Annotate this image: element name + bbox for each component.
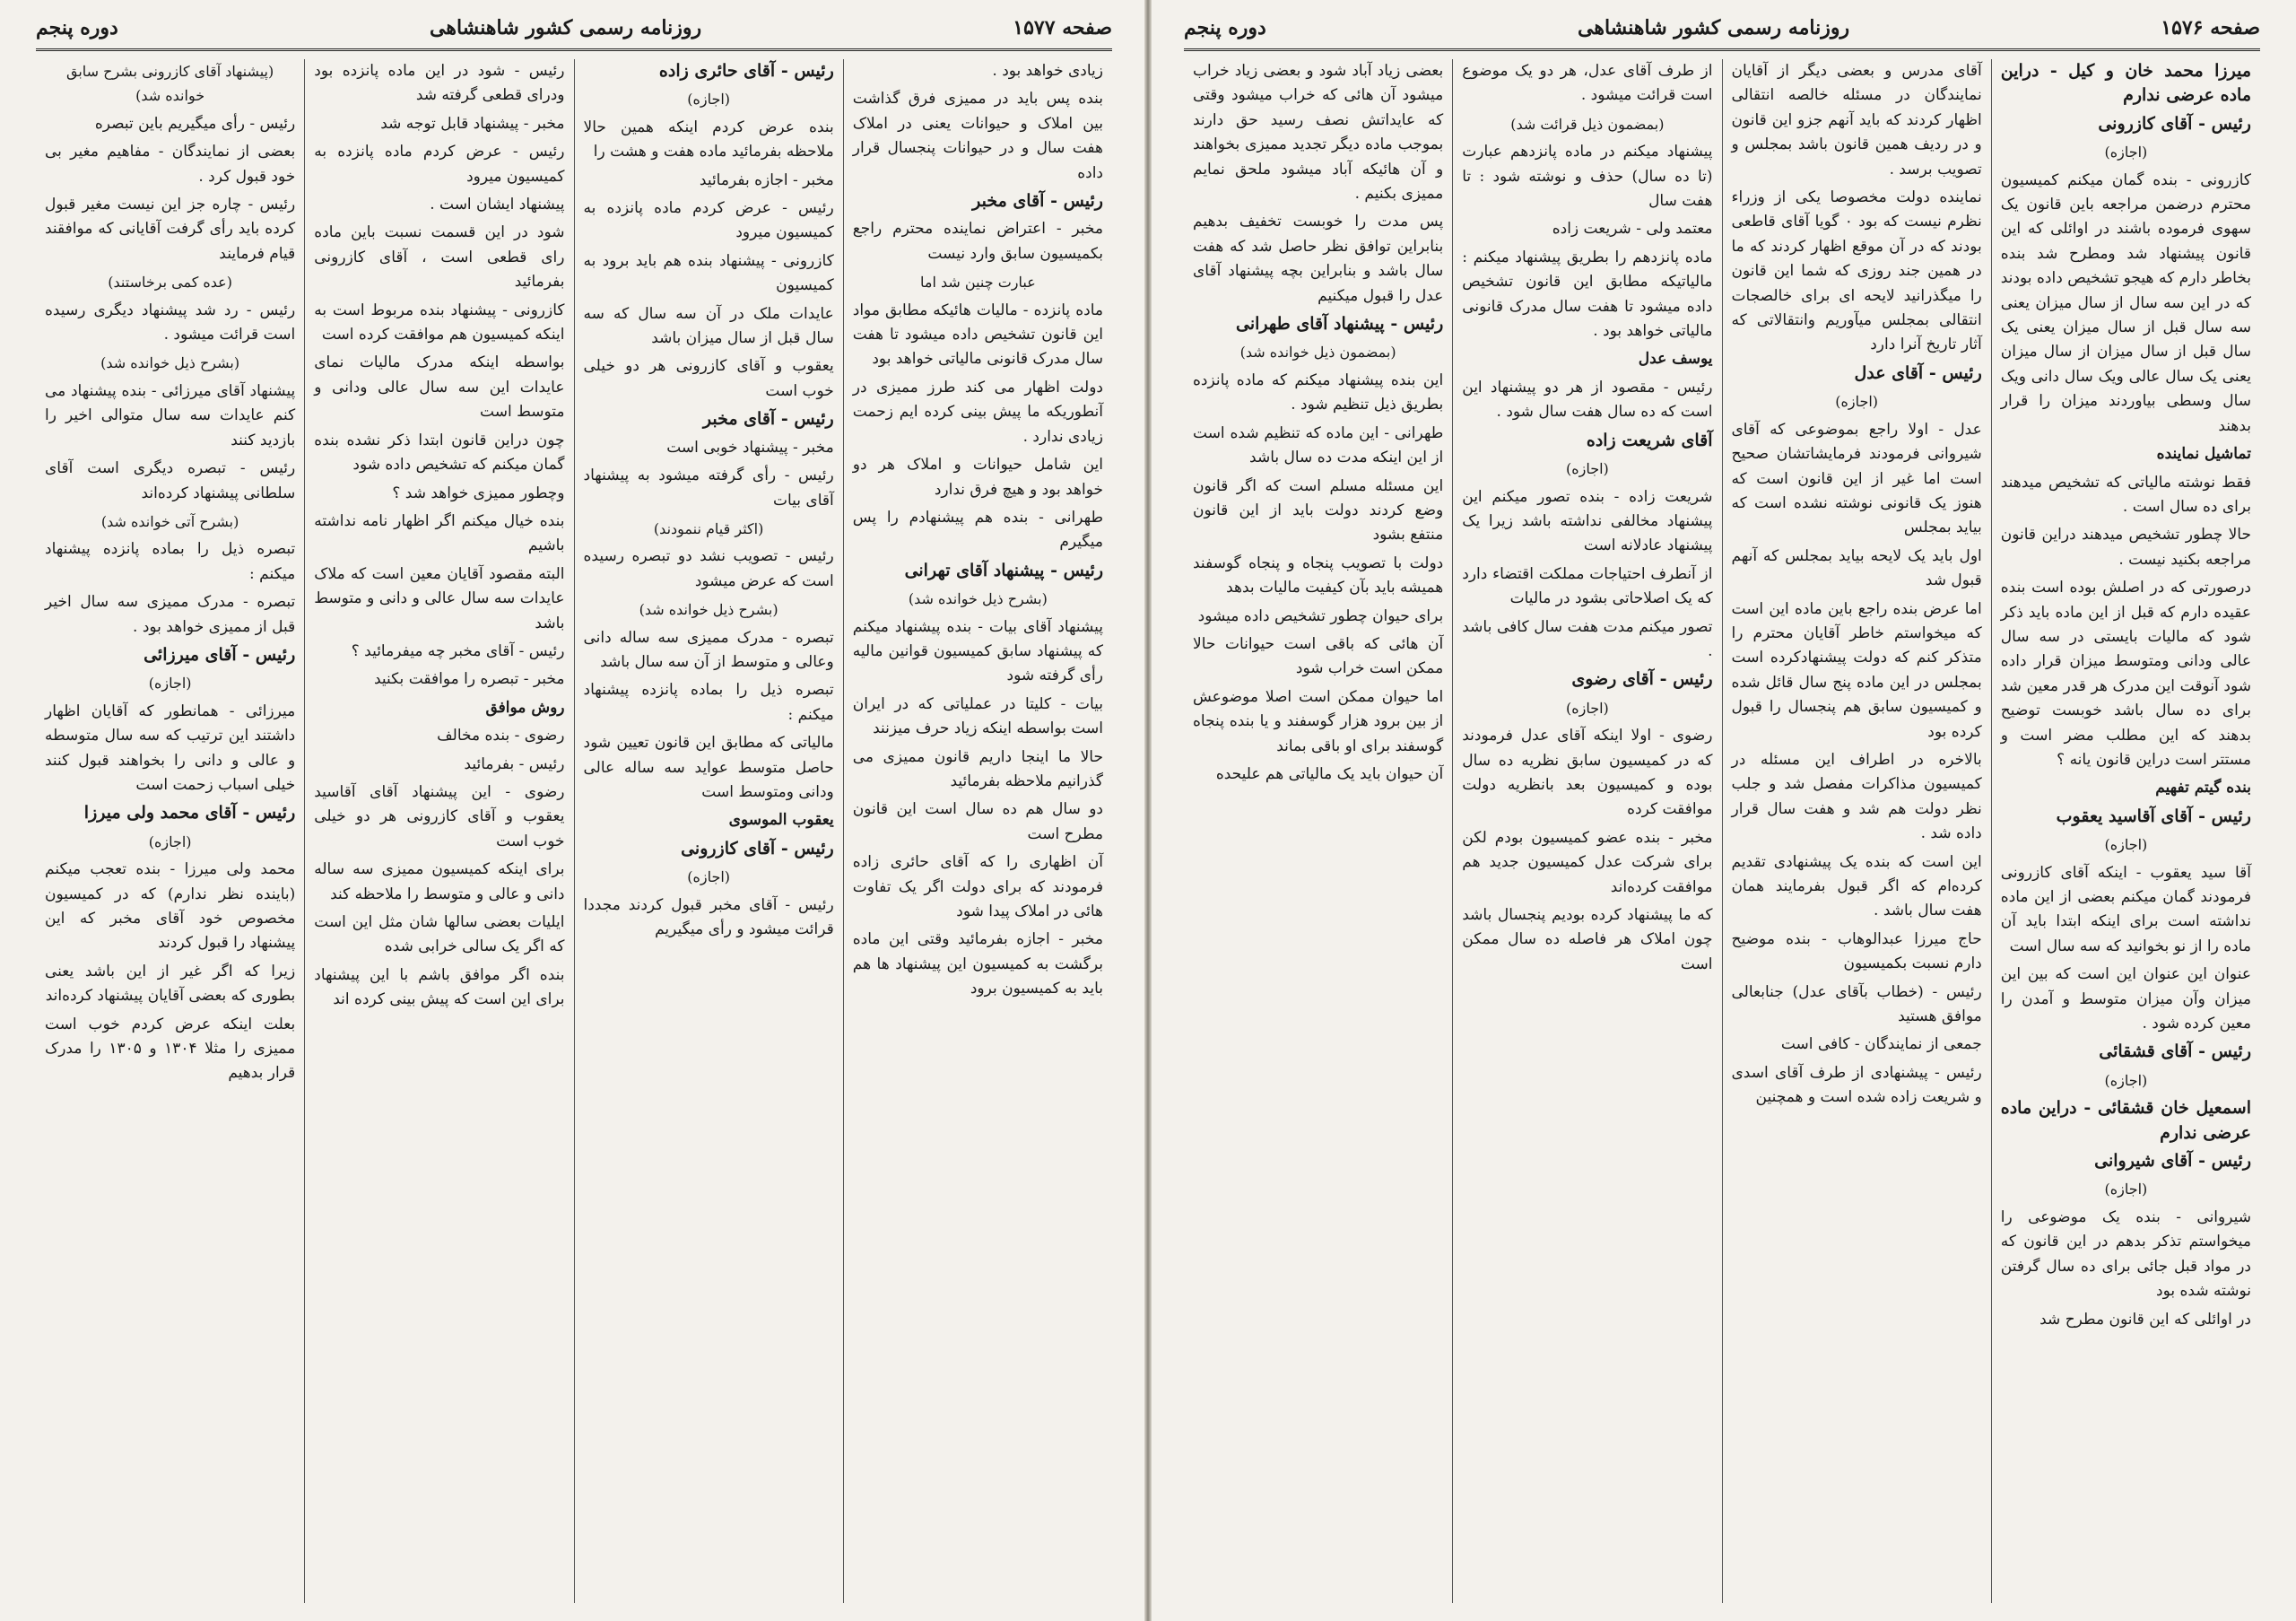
paragraph: آقای مدرس و بعضی دیگر از آقایان نمایندگان در مسئله خالصه انتقالی اظهار کردند که باید آنهم جزو این قانون و در ردیف همین قانون باشد بمجلس و تصویب برسد . [1731, 62, 1982, 179]
paragraph: این است که بنده یک پیشنهادی تقدیم کرده‌ام که اگر قبول بفرمایند همان هفت سال باشد . [1731, 852, 1982, 920]
paragraph: رئیس - رأی میگیریم باین تبصره [94, 114, 296, 133]
paragraph: مخبر - پیشنهاد قابل توجه شد [380, 114, 565, 133]
right-newspaper-name: روزنامه رسمی کشور شاهنشاهی [1578, 16, 1850, 39]
paragraph: رئیس - تصویب نشد دو تبصره رسیده است که عرض میشود [583, 547, 834, 590]
procedural-note: (بمضمون ذیل قرائت شد) [1510, 115, 1665, 133]
speaker-line: میرزا محمد خان و کیل - دراین ماده عرضی ندارم [2000, 61, 2251, 106]
left-page-header [36, 13, 1112, 43]
procedural-note: (اجازه) [1835, 393, 1879, 411]
paragraph: معتمد ولی - شریعت زاده [1552, 220, 1713, 239]
paragraph: شریعت زاده - بنده تصور میکنم این پیشنهاد مخالفی نداشته باشد زیرا یک پیشنهاد عادلانه است [1462, 487, 1713, 555]
paragraph: دولت اظهار می کند طرز ممیزی در آنطوریکه ما پیش بینی کرده ایم زحمت زیادی ندارد . [852, 378, 1103, 446]
paragraph: عدل - اولا راجع بموضوعی که آقای شیروانی فرمودند فرمایشاتشان صحیح است اما غیر از این قانون است که هنوز یک قانونی نوشته نشده است که بیاید بمجلس [1731, 420, 1982, 537]
paragraph: پیشنهاد آقای بیات - بنده پیشنهاد میکنم که پیشنهاد سابق کمیسیون قوانین مالیه رأی گرفته شود [852, 617, 1103, 685]
paragraph: اما حیوان ممکن است اصلا موضوعش از بین برود هزار گوسفند و یا بنده پنجاه گوسفند برای او باقی بماند [1193, 687, 1444, 755]
paragraph: یوسف عدل [1638, 350, 1713, 369]
procedural-note: عبارت چنین شد اما [920, 274, 1036, 292]
paragraph: محمد ولی میرزا - بنده تعجب میکنم (باینده نظر ندارم) که در کمیسیون مخصوص خود آقای مخبر که این پیشنهاد را قبول کردند [45, 860, 296, 953]
paragraph: کازرونی - بنده گمان میکنم کمیسیون محترم درضمن مراجعه باین قانون یک سهوی فرموده باشند در اوائلی که این قانون پیشنهاد شد ومطرح شد بنده بخاطر دارم که هیجو تشخیص داده بودند که در این سه سال از سال میزان یعنی سه سال قبل از سال میزان یعنی یک سال قبل از سال میزان از سال میزان یعنی یک سال عالی ویک سال دانی ویک سال وسطی بیاوردند میزان را قرار بدهند [2000, 170, 2251, 435]
paragraph: وچطور ممیزی خواهد شد ؟ [392, 484, 565, 502]
paragraph: رضوی - اولا اینکه آقای عدل فرمودند که در کمیسیون سابق نظریه ده سال بوده و کمیسیون بعد بانظریه دولت موافقت کرده [1462, 727, 1713, 819]
paragraph: این شامل حیوانات و املاک هر دو خواهد بود و هیچ فرق ندارد [852, 456, 1103, 499]
procedural-note: (پیشنهاد آقای کازرونی بشرح سابق خوانده شد) [65, 63, 274, 105]
paragraph: آن حیوان باید یک مالیاتی هم علیحده [1215, 764, 1444, 783]
paragraph: فقط نوشته مالیاتی که تشخیص میدهند برای ده سال است . [2000, 473, 2251, 516]
paragraph: دولت با تصویب پنجاه و پنجاه گوسفند همیشه باید بآن کیفیت مالیات بدهد [1193, 553, 1444, 597]
paragraph: تماشیل نماینده [2156, 445, 2251, 464]
column [1991, 59, 2260, 1603]
speaker-line: رئیس - آقای مخبر [972, 191, 1103, 212]
speaker-line: رئیس - آقای قشقائی [2099, 1041, 2251, 1062]
paragraph: تبصره - مدرک ممیزی سه ساله دانی وعالی و متوسط از آن سه سال باشد [583, 628, 834, 671]
paragraph: طهرانی - این ماده که تنظیم شده است از این اینکه مدت ده سال باشد [1193, 423, 1444, 467]
paragraph: رئیس - عرض کردم ماده پانزده به کمیسیون میرود [583, 199, 834, 242]
paragraph: بنده اگر موافق باشم با این پیشنهاد برای این است که پیش بینی کرده اند [314, 965, 565, 1009]
paragraph: حاج میرزا عبدالوهاب - بنده موضیح دارم نسبت بکمیسیون [1731, 929, 1982, 973]
paragraph: رضوی - بنده مخالف [437, 727, 565, 745]
paragraph: پس مدت را خوبست تخفیف بدهیم بنابراین توافق نظر حاصل شد که هفت سال باشد و بنابراین بچه پیشنهاد آقای عدل را قبول میکنیم [1193, 213, 1444, 305]
speaker-line: رئیس - آقای مخبر [702, 409, 834, 430]
paragraph: کازرونی - پیشنهاد بنده هم باید برود به کمیسیون [583, 251, 834, 295]
paragraph: این مسئله مسلم است که اگر قانون وضع کردند دولت باید از این قانون منتفع بشود [1193, 476, 1444, 545]
paragraph: تبصره ذیل را بماده پانزده پیشنهاد میکنم : [45, 540, 296, 583]
paragraph: مخبر - تبصره را موافقت بکنید [373, 670, 565, 689]
right-session-label: دوره پنجم [1184, 16, 1266, 39]
paragraph: رئیس - (خطاب بآقای عدل) جنابعالی موافق هستید [1731, 982, 1982, 1026]
procedural-note: (بشرح ذیل خوانده شد) [639, 601, 778, 619]
speaker-line: رئیس - آقای میرزائی [144, 644, 296, 665]
paragraph: بعلت اینکه عرض کردم خوب است ممیزی را مثلا ۱۳۰۴ و ۱۳۰۵ را مدرک قرار بدهیم [45, 1015, 296, 1083]
paragraph: بنده عرض کردم اینکه همین حالا ملاحظه بفرمائید ماده هفت و هشت را [583, 118, 834, 161]
procedural-note: (اجازه) [148, 675, 192, 693]
right-page-header [1184, 13, 2260, 43]
left-columns [36, 59, 1112, 1603]
paragraph: رئیس - پیشنهادی از طرف آقای اسدی و شریعت زاده شده است و همچنین [1731, 1063, 1982, 1107]
right-page-number: صفحه ۱۵۷۶ [2161, 16, 2260, 39]
paragraph: آقا سید یعقوب - اینکه آقای کازرونی فرمودند گمان میکنم بعضی از این ماده نداشته است برای اینکه ابتدا باید آن ماده را از نو بخوانید که سه سال است [2000, 863, 2251, 955]
paragraph: تصور میکنم مدت هفت سال کافی باشد . [1462, 617, 1713, 660]
speaker-line: رئیس - آقای آقاسید یعقوب [2056, 806, 2251, 826]
column [1722, 59, 1991, 1603]
speaker-line: رئیس - آقای کازرونی [681, 838, 834, 858]
procedural-note: (اجازه) [687, 91, 731, 109]
paragraph: برای حیوان چطور تشخیص داده میشود [1197, 606, 1444, 625]
paragraph: یعقوب الموسوی [728, 811, 834, 830]
paragraph: روش موافق [485, 698, 565, 717]
paragraph: تبصره - مدرک ممیزی سه سال اخیر قبل از ممیزی خواهد بود . [45, 593, 296, 636]
procedural-note: (اجازه) [148, 832, 192, 850]
procedural-note: (بشرح آتی خوانده شد) [100, 512, 239, 530]
paragraph: که ما پیشنهاد کرده بودیم پنجسال باشد چون املاک هر فاصله ده سال ممکن است [1462, 906, 1713, 973]
right-page [1148, 0, 2296, 1621]
speaker-line: رئیس - پیشنهاد آقای طهرانی [1235, 314, 1444, 335]
speaker-line: رئیس - آقای شیروانی [2094, 1151, 2251, 1172]
paragraph: چون دراین قانون ابتدا ذکر نشده بنده گمان میکنم که تشخیص داده شود [314, 431, 565, 475]
right-columns [1184, 59, 2260, 1603]
paragraph: مخبر - اعتراض نماینده محترم راجع بکمیسیون سابق وارد نیست [852, 220, 1103, 263]
paragraph: میرزائی - همانطور که آقایان اظهار داشتند این ترتیب که سه سال متوسطه و عالی و دانی را بخواهند قبول کنند خیلی اسباب زحمت است [45, 702, 296, 794]
paragraph: بواسطه اینکه مدرک مالیات نمای عایدات این سه سال عالی ودانی و متوسط است [314, 353, 565, 422]
paragraph: نماینده دولت مخصوصا یکی از وزراء نظرم نیست که بود ۰ گویا آقای قاطعی بودند که در آن موقع اظهار کردند که ما در همین جند روزی که شما این قانون را میگذرانید لایحه ای برای خالصجات انتقالی بمجلس میآوریم وانتقالاتی که آثار تاریخ آنرا دارد [1731, 188, 1982, 354]
paragraph: آن هائی که باقی است حیوانات حالا ممکن است خراب شود [1193, 634, 1444, 678]
paragraph: ایلیات بعضی سالها شان مثل این است که اگر یک سالی خرابی شده [314, 913, 565, 956]
procedural-note: (اجازه) [2104, 144, 2148, 161]
paragraph: شود در این قسمت نسبت باین ماده رای قطعی است ، آقای کازرونی بفرمائید [314, 223, 565, 292]
paragraph: رئیس - عرض کردم ماده پانزده به کمیسیون میرود [314, 143, 565, 186]
paragraph: در اوائلی که این قانون مطرح شد [2039, 1310, 2251, 1329]
paragraph: مالیاتی که مطابق این قانون تعیین شود حاصل متوسط عواید سه ساله عالی ودانی ومتوسط است [583, 734, 834, 801]
left-newspaper-name: روزنامه رسمی کشور شاهنشاهی [430, 16, 702, 39]
paragraph: کازرونی - پیشنهاد بنده مربوط است به اینکه کمیسیون هم موافقت کرده است [314, 301, 565, 344]
left-session-label: دوره پنجم [36, 16, 118, 39]
paragraph: بنده گیتم تفهیم [2155, 779, 2251, 797]
speaker-line: اسمعیل خان قشقائی - دراین ماده عرضی ندارم [2000, 1098, 2251, 1143]
paragraph: پیشنهاد میکنم در ماده پانزدهم عبارت (تا ده سال) حذف و نوشته شود : تا هفت سال [1462, 143, 1713, 211]
paragraph: بعضی از نمایندگان - مفاهیم مغیر بی خود قبول کرد . [45, 143, 296, 186]
procedural-note: (بمضمون ذیل خوانده شد) [1239, 344, 1396, 362]
left-page-number: صفحه ۱۵۷۷ [1013, 16, 1112, 39]
paragraph: رئیس - بفرمائید [464, 754, 565, 773]
paragraph: از آنطرف احتیاجات مملکت اقتضاء دارد که یک اصلاحاتی بشود در مالیات [1462, 564, 1713, 608]
paragraph: عنوان این عنوان این است که بین این میزان وآن میزان متوسط و آمدن را معین کرده شود . [2000, 965, 2251, 1033]
procedural-note: (بشرح ذیل خوانده شد) [908, 590, 1048, 608]
speaker-line: رئیس - آقای محمد ولی میرزا [83, 803, 296, 824]
paragraph: زیرا که اگر غیر از این باشد یعنی بطوری که بعضی آقایان پیشنهاد کرده‌اند [45, 962, 296, 1006]
paragraph: بالاخره در اطراف این مسئله در کمیسیون مذاکرات مفصل شد و جلب نظر دولت هم شد و هفت سال قرار داده شد . [1731, 750, 1982, 843]
column [36, 59, 304, 1603]
paragraph: جمعی از نمایندگان - کافی است [1780, 1035, 1982, 1054]
right-header-rule [1184, 48, 2260, 51]
paragraph: ماده پانزده - مالیات هائیکه مطابق مواد این قانون تشخیص داده میشود تا هفت سال مدرک قانونی مالیاتی خواهد بود [852, 301, 1103, 369]
procedural-note: (بشرح ذیل خوانده شد) [100, 354, 240, 372]
paragraph: رئیس - تبصره دیگری است آقای سلطانی پیشنهاد کرده‌اند [45, 459, 296, 502]
paragraph: بنده پس باید در ممیزی فرق گذاشت بین املاک و حیوانات یعنی در املاک هفت سال و در حیوانات پنجسال قرار داده [852, 90, 1103, 182]
paragraph: عایدات ملک در آن سه سال که سه سال قبل از سال میزان باشد [583, 304, 834, 348]
paragraph: اول باید یک لایحه بیاید بمجلس که آنهم قبول شد [1731, 546, 1982, 590]
paragraph: رئیس - آقای مخبر چه میفرمائید ؟ [351, 641, 565, 660]
column [1184, 59, 1452, 1603]
paragraph: آن اظهاری را که آقای حائری زاده فرمودند که برای دولت اگر یک تفاوت هائی در املاک پیدا شود [852, 853, 1103, 920]
paragraph: بیات - کلیتا در عملیاتی که در ایران است بواسطه اینکه زیاد حرف میزنند [852, 694, 1103, 738]
paragraph: رئیس - شود در این ماده پانزده بود ودرای قطعی گرفته شد [314, 62, 565, 105]
paragraph: تبصره ذیل را بماده پانزده پیشنهاد میکنم : [583, 681, 834, 724]
paragraph: ماده پانزدهم را بطریق پیشنهاد میکنم : مالیاتیکه مطابق این قانون تشخیص داده میشود تا هفت سال مدرک قانونی مالیاتی خواهد بود . [1462, 248, 1713, 341]
procedural-note: (اجازه) [1565, 460, 1609, 478]
paragraph: شیروانی - بنده یک موضوعی را میخواستم تذکر بدهم در این قانون که در مواد قبل جائی برای ده سال گرفتن نوشته شده بود [2000, 1207, 2251, 1301]
paragraph: بعضی زیاد آباد شود و بعضی زیاد خراب میشود آن هائی که خراب میشود وقتی که عایداتش نصف رسید حق دارند بموجب ماده دیگر تجدید ممیزی بخواهند و آن هائیکه آباد میشود ملحق نمایم ممیزی بکنیم . [1193, 62, 1444, 204]
paragraph: مخبر - اجازه بفرمائید [699, 170, 834, 189]
procedural-note: (اجازه) [2104, 1181, 2148, 1198]
speaker-line: آقای شریعت زاده [1586, 430, 1713, 450]
paragraph: درصورتی که در اصلش بوده است بنده عقیده دارم که قبل از این ماده باید ذکر شود که مالیات بایستی در سه سال عالی ودانی ومتوسط میزان قرار داده شود آنوقت این مدرک هر قدر معین شد برای ده سال باشد خوبست توضیح بدهند که این مطلب مضر است و مستتر است دراین قانون یانه ؟ [2000, 579, 2251, 769]
paragraph: پیشنهاد ایشان است . [430, 196, 565, 214]
paragraph: بنده خیال میکنم اگر اظهار نامه نداشته باشیم [314, 511, 565, 555]
paragraph: حالا چطور تشخیص میدهند دراین قانون مراجعه بکنید نیست . [2000, 526, 2251, 569]
column [843, 59, 1112, 1603]
left-header-rule [36, 48, 1112, 51]
paragraph: مخبر - پیشنهاد خوبی است [666, 438, 834, 457]
procedural-note: (اجازه) [1565, 699, 1609, 717]
paragraph: طهرانی - بنده هم پیشنهادم را پس میگیرم [852, 508, 1103, 552]
paragraph: رئیس - چاره جز این نیست مغیر قبول کرده باید رأی گرفت آقایانی که موافقند قیام فرمایند [45, 196, 296, 263]
paragraph: مخبر - بنده عضو کمیسیون بودم لکن برای شرکت عدل کمیسیون جدید هم موافقت کرده‌اند [1462, 828, 1713, 896]
speaker-line: رئیس - آقای رضوی [1571, 669, 1713, 690]
procedural-note: (عده کمی برخاستند) [108, 274, 232, 292]
paragraph: رئیس - رد شد پیشنهاد دیگری رسیده است قرائت میشود . [45, 301, 296, 344]
column [1452, 59, 1721, 1603]
paragraph: از طرف آقای عدل، هر دو یک موضوع است قرائت میشود . [1462, 62, 1713, 105]
procedural-note: (اجازه) [2104, 836, 2148, 854]
column [304, 59, 573, 1603]
speaker-line: رئیس - پیشنهاد آقای تهرانی [904, 560, 1103, 580]
paragraph: مخبر - اجازه بفرمائید وقتی این ماده برگشت به کمیسیون این پیشنهاد ها هم باید به کمیسیون برود [852, 930, 1103, 998]
paragraph: رئیس - آقای مخبر قبول کردند مجددا قرائت میشود و رأی میگیریم [583, 895, 834, 938]
paragraph: رضوی - این پیشنهاد آقای آقاسید یعقوب و آقای کازرونی هر دو خیلی خوب است [314, 782, 565, 850]
paragraph: یعقوب و آقای کازرونی هر دو خیلی خوب است [583, 357, 834, 400]
paragraph: حالا ما اینجا داریم قانون ممیزی می گذرانیم ملاحظه بفرمائید [852, 747, 1103, 790]
speaker-line: رئیس - آقای عدل [1854, 362, 1982, 383]
speaker-line: رئیس - آقای حائری زاده [658, 61, 834, 81]
speaker-line: رئیس - آقای کازرونی [2098, 113, 2251, 134]
paragraph: این بنده پیشنهاد میکنم که ماده پانزده بطریق ذیل تنظیم شود . [1193, 370, 1444, 414]
procedural-note: (اجازه) [687, 868, 731, 886]
column [574, 59, 843, 1603]
paragraph: البته مقصود آقایان معین است که ملاک عایدات سه سال عالی و دانی و متوسط باشد [314, 564, 565, 632]
procedural-note: (اکثر قیام ننمودند) [653, 519, 764, 537]
paragraph: رئیس - مقصود از هر دو پیشنهاد این است که ده سال هفت سال شود . [1462, 378, 1713, 422]
paragraph: برای اینکه کمیسیون ممیزی سه ساله دانی و عالی و متوسط را ملاحظه کند [314, 860, 565, 903]
paragraph: رئیس - رأی گرفته میشود به پیشنهاد آقای بیات [583, 466, 834, 510]
paragraph: اما عرض بنده راجع باین ماده این است که میخواستم خاطر آقایان محترم را متذکر کنم که دولت پیشنهادکرده است بمجلس در این ماده پنج سال قائل شده و کمیسیون سابق هم پنجسال را قبول کرده بود [1731, 599, 1982, 741]
paragraph: پیشنهاد آقای میرزائی - بنده پیشنهاد می کنم عایدات سه سال متوالی اخیر را بازدید کنند [45, 381, 296, 449]
procedural-note: (اجازه) [2104, 1071, 2148, 1089]
paragraph: زیادی خواهد بود . [992, 62, 1103, 80]
paragraph: دو سال هم ده سال است این قانون مطرح است [852, 800, 1103, 843]
